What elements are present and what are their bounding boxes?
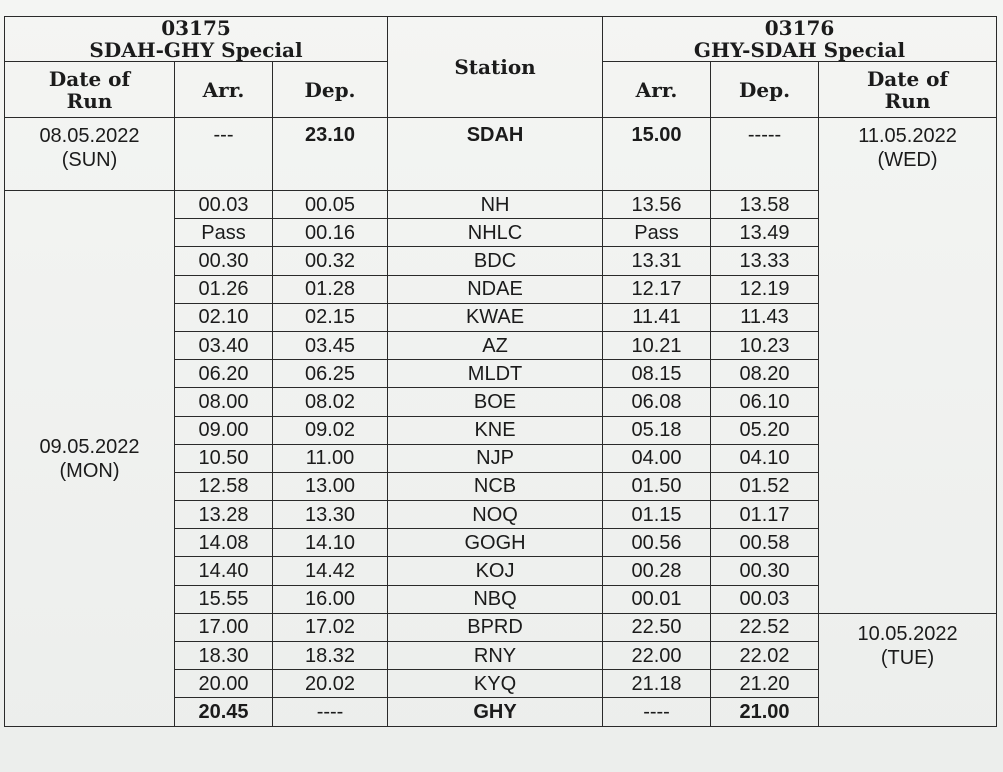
down-arr-cell: 21.18 — [603, 670, 711, 698]
up-arr-header: Arr. — [175, 62, 273, 118]
up-dep-cell: 09.02 — [273, 416, 388, 444]
up-dep-cell: 01.28 — [273, 275, 388, 303]
down-arr-cell: 13.56 — [603, 191, 711, 219]
down-dep-cell: 13.58 — [711, 191, 819, 219]
up-arr-cell: 00.30 — [175, 247, 273, 275]
train-up-header — [5, 17, 388, 62]
up-date-of-run — [5, 118, 175, 191]
down-arr-cell: 00.28 — [603, 557, 711, 585]
down-arr-cell: 06.08 — [603, 388, 711, 416]
up-arr-cell: 01.26 — [175, 275, 273, 303]
station-cell: KYQ — [388, 670, 603, 698]
down-arr-cell: 05.18 — [603, 416, 711, 444]
up-dep-cell: 03.45 — [273, 331, 388, 359]
down-arr-cell: 10.21 — [603, 331, 711, 359]
down-dep-cell: 10.23 — [711, 331, 819, 359]
down-dep-cell: 00.58 — [711, 529, 819, 557]
station-cell: KOJ — [388, 557, 603, 585]
up-arr-cell: 00.03 — [175, 191, 273, 219]
station-cell: NBQ — [388, 585, 603, 613]
station-cell: GHY — [388, 698, 603, 727]
up-arr-cell: 15.55 — [175, 585, 273, 613]
up-arr-cell: 17.00 — [175, 613, 273, 641]
down-dep-cell: 12.19 — [711, 275, 819, 303]
up-dep-cell: ---- — [273, 698, 388, 727]
up-arr-cell: 12.58 — [175, 472, 273, 500]
down-arr-cell: 11.41 — [603, 303, 711, 331]
up-arr-cell: 13.28 — [175, 501, 273, 529]
station-cell: NH — [388, 191, 603, 219]
down-dep-cell: 05.20 — [711, 416, 819, 444]
up-arr-cell: 10.50 — [175, 444, 273, 472]
down-dep-cell: 13.33 — [711, 247, 819, 275]
up-arr-cell: 18.30 — [175, 642, 273, 670]
up-arr-cell: 14.40 — [175, 557, 273, 585]
station-cell: GOGH — [388, 529, 603, 557]
down-arr-cell: ---- — [603, 698, 711, 727]
up-dep-cell: 00.32 — [273, 247, 388, 275]
station-cell: BPRD — [388, 613, 603, 641]
down-dep-cell: 22.02 — [711, 642, 819, 670]
down-arr-cell: 04.00 — [603, 444, 711, 472]
down-dep-cell: 04.10 — [711, 444, 819, 472]
station-cell: MLDT — [388, 360, 603, 388]
up-dep-cell: 13.00 — [273, 472, 388, 500]
down-dep-header: Dep. — [711, 62, 819, 118]
down-dep-cell: 00.03 — [711, 585, 819, 613]
up-dep-cell: 16.00 — [273, 585, 388, 613]
down-arr-cell: 00.01 — [603, 585, 711, 613]
down-arr-cell: Pass — [603, 219, 711, 247]
station-cell: KNE — [388, 416, 603, 444]
up-dep-cell: 00.16 — [273, 219, 388, 247]
down-date-of-run-header: Date of Run — [819, 62, 997, 118]
station-cell: BOE — [388, 388, 603, 416]
up-arr-cell: 03.40 — [175, 331, 273, 359]
train-up-name: SDAH-GHY Special — [89, 38, 303, 62]
station-header: Station — [388, 17, 603, 118]
up-dep-cell: 14.10 — [273, 529, 388, 557]
down-dep-cell: 00.30 — [711, 557, 819, 585]
down-arr-header: Arr. — [603, 62, 711, 118]
up-run-day: (MON) — [59, 459, 120, 482]
down-arr-cell: 15.00 — [603, 118, 711, 191]
down-arr-cell: 08.15 — [603, 360, 711, 388]
up-dep-cell: 08.02 — [273, 388, 388, 416]
station-cell: KWAE — [388, 303, 603, 331]
down-dep-cell: 21.00 — [711, 698, 819, 727]
down-arr-cell: 12.17 — [603, 275, 711, 303]
train-down-header — [603, 17, 997, 62]
up-dep-header: Dep. — [273, 62, 388, 118]
down-dep-cell: 21.20 — [711, 670, 819, 698]
up-dep-cell: 13.30 — [273, 501, 388, 529]
train-down-name: GHY-SDAH Special — [693, 38, 906, 62]
up-dep-cell: 23.10 — [273, 118, 388, 191]
up-arr-cell: --- — [175, 118, 273, 191]
timetable — [4, 16, 997, 727]
up-arr-cell: 14.08 — [175, 529, 273, 557]
table-row — [5, 118, 997, 191]
up-dep-cell: 17.02 — [273, 613, 388, 641]
down-arr-cell: 01.50 — [603, 472, 711, 500]
up-dep-cell: 06.25 — [273, 360, 388, 388]
down-arr-cell: 22.50 — [603, 613, 711, 641]
station-cell: RNY — [388, 642, 603, 670]
up-run-date: 09.05.2022 — [39, 435, 140, 458]
up-run-date: 08.05.2022 — [39, 125, 140, 147]
down-run-day: (TUE) — [880, 646, 935, 669]
down-arr-cell: 13.31 — [603, 247, 711, 275]
up-arr-cell: 02.10 — [175, 303, 273, 331]
up-arr-cell: 08.00 — [175, 388, 273, 416]
down-dep-cell: 01.17 — [711, 501, 819, 529]
up-dep-cell: 18.32 — [273, 642, 388, 670]
down-run-day: (WED) — [877, 149, 938, 171]
up-dep-cell: 14.42 — [273, 557, 388, 585]
station-cell: AZ — [388, 331, 603, 359]
down-date-of-run — [819, 118, 997, 614]
train-up-number: 03175 — [161, 16, 231, 40]
station-cell: NHLC — [388, 219, 603, 247]
up-arr-cell: 20.00 — [175, 670, 273, 698]
station-cell: SDAH — [388, 118, 603, 191]
up-arr-cell: 09.00 — [175, 416, 273, 444]
train-down-number: 03176 — [764, 16, 835, 40]
up-date-of-run — [5, 191, 175, 727]
up-arr-cell: 20.45 — [175, 698, 273, 727]
down-run-date: 11.05.2022 — [858, 125, 957, 147]
up-arr-cell: 06.20 — [175, 360, 273, 388]
down-arr-cell: 01.15 — [603, 501, 711, 529]
down-dep-cell: 22.52 — [711, 613, 819, 641]
station-cell: NDAE — [388, 275, 603, 303]
down-date-of-run — [819, 613, 997, 727]
down-dep-cell: 08.20 — [711, 360, 819, 388]
down-dep-cell: 01.52 — [711, 472, 819, 500]
station-cell: NJP — [388, 444, 603, 472]
station-cell: NOQ — [388, 501, 603, 529]
down-arr-cell: 22.00 — [603, 642, 711, 670]
station-cell: NCB — [388, 472, 603, 500]
down-dep-cell: 06.10 — [711, 388, 819, 416]
up-dep-cell: 00.05 — [273, 191, 388, 219]
up-run-day: (SUN) — [61, 149, 118, 171]
up-dep-cell: 02.15 — [273, 303, 388, 331]
down-dep-cell: ----- — [711, 118, 819, 191]
up-dep-cell: 11.00 — [273, 444, 388, 472]
up-date-of-run-header: Date of Run — [5, 62, 175, 118]
down-dep-cell: 13.49 — [711, 219, 819, 247]
down-arr-cell: 00.56 — [603, 529, 711, 557]
down-dep-cell: 11.43 — [711, 303, 819, 331]
down-run-date: 10.05.2022 — [857, 622, 958, 645]
station-cell: BDC — [388, 247, 603, 275]
up-dep-cell: 20.02 — [273, 670, 388, 698]
up-arr-cell: Pass — [175, 219, 273, 247]
